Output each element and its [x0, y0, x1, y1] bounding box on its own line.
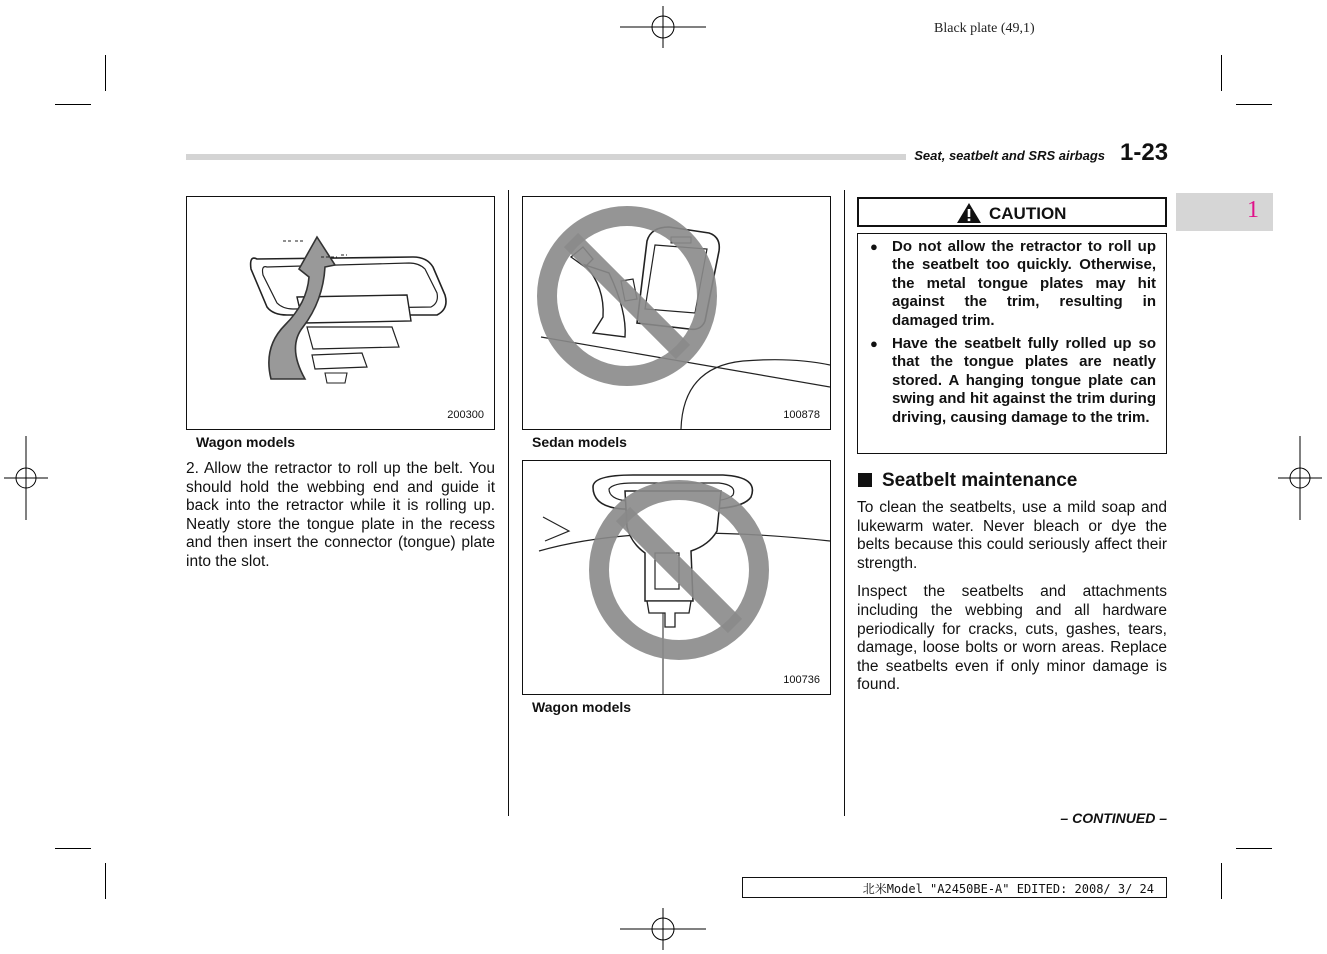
section-heading-text: Seatbelt maintenance	[882, 470, 1078, 491]
caution-item: ● Do not allow the retractor to roll up the seatbelt too quickly. Otherwise, the metal tongue plates may hit against the trim, resulting in damaged trim.	[870, 238, 1156, 329]
page-number: 1-23	[1120, 139, 1169, 166]
registration-mark-top	[620, 6, 706, 48]
figure-number: 200300	[447, 409, 484, 421]
chapter-tab	[1176, 193, 1273, 231]
figure-incorrect-sedan	[522, 196, 831, 430]
figure-number: 100878	[783, 409, 820, 421]
header-rule	[186, 154, 906, 160]
continued-label: – CONTINUED –	[1060, 810, 1167, 826]
caution-item: ● Have the seatbelt fully rolled up so that the tongue plates are neatly stored. A hanging tongue plate can swing and hit against the trim during driving, causing damage to the trim.	[870, 335, 1156, 426]
footer-text: 北米Model "A2450BE-A" EDITED: 2008/ 3/ 24	[862, 882, 1154, 896]
chapter-number: 1	[1247, 197, 1259, 223]
heading-square-icon	[858, 473, 872, 487]
figure-caption: Wagon models	[196, 434, 296, 450]
registration-mark-right	[1278, 436, 1322, 520]
paragraph: To clean the seatbelts, use a mild soap and lukewarm water. Never bleach or dye the belts because this could seriously affect their strength.	[857, 499, 1167, 572]
figure-caption: Wagon models	[532, 699, 632, 715]
caution-item-text: Have the seatbelt fully rolled up so that the tongue plates are neatly stored. A hanging tongue plate can swing and hit against the trim during driving, causing damage to the trim.	[892, 335, 1156, 426]
step-2-text: 2. Allow the retractor to roll up the belt. You should hold the webbing end and guide it back into the retractor while it is rolling up. Neatly store the tongue plate in the recess and then insert the connector (tongue) plate into the slot.	[186, 460, 495, 570]
caution-item-text: Do not allow the retractor to roll up the seatbelt too quickly. Otherwise, the metal tongue plates may hit against the trim, resulting in damaged trim.	[892, 238, 1156, 329]
paragraph: Inspect the seatbelts and attachments including the webbing and all hardware periodically for cracks, cuts, gashes, tears, damage, loose bolts or worn areas. Replace the seatbelts even if only minor damage is found.	[857, 583, 1167, 694]
column-divider	[508, 190, 509, 816]
registration-mark-bottom	[620, 908, 706, 950]
footer-edit-box	[742, 877, 1167, 898]
prohibited-illustration	[523, 197, 830, 429]
caution-label: CAUTION	[989, 204, 1067, 223]
column-divider	[844, 190, 845, 816]
warning-icon	[956, 202, 982, 224]
figure-number: 100736	[783, 674, 820, 686]
figure-retractor-wagon	[186, 196, 495, 430]
caution-box	[857, 233, 1167, 454]
section-title: Seat, seatbelt and SRS airbags	[914, 148, 1105, 163]
section-heading	[858, 470, 1077, 492]
retractor-illustration	[187, 197, 494, 429]
figure-incorrect-wagon	[522, 460, 831, 695]
maintenance-text	[857, 499, 1167, 705]
registration-mark-left	[4, 436, 48, 520]
caution-header	[857, 197, 1167, 227]
figure-caption: Sedan models	[532, 434, 627, 450]
plate-label: Black plate (49,1)	[934, 21, 1035, 36]
prohibited-illustration	[523, 461, 830, 694]
